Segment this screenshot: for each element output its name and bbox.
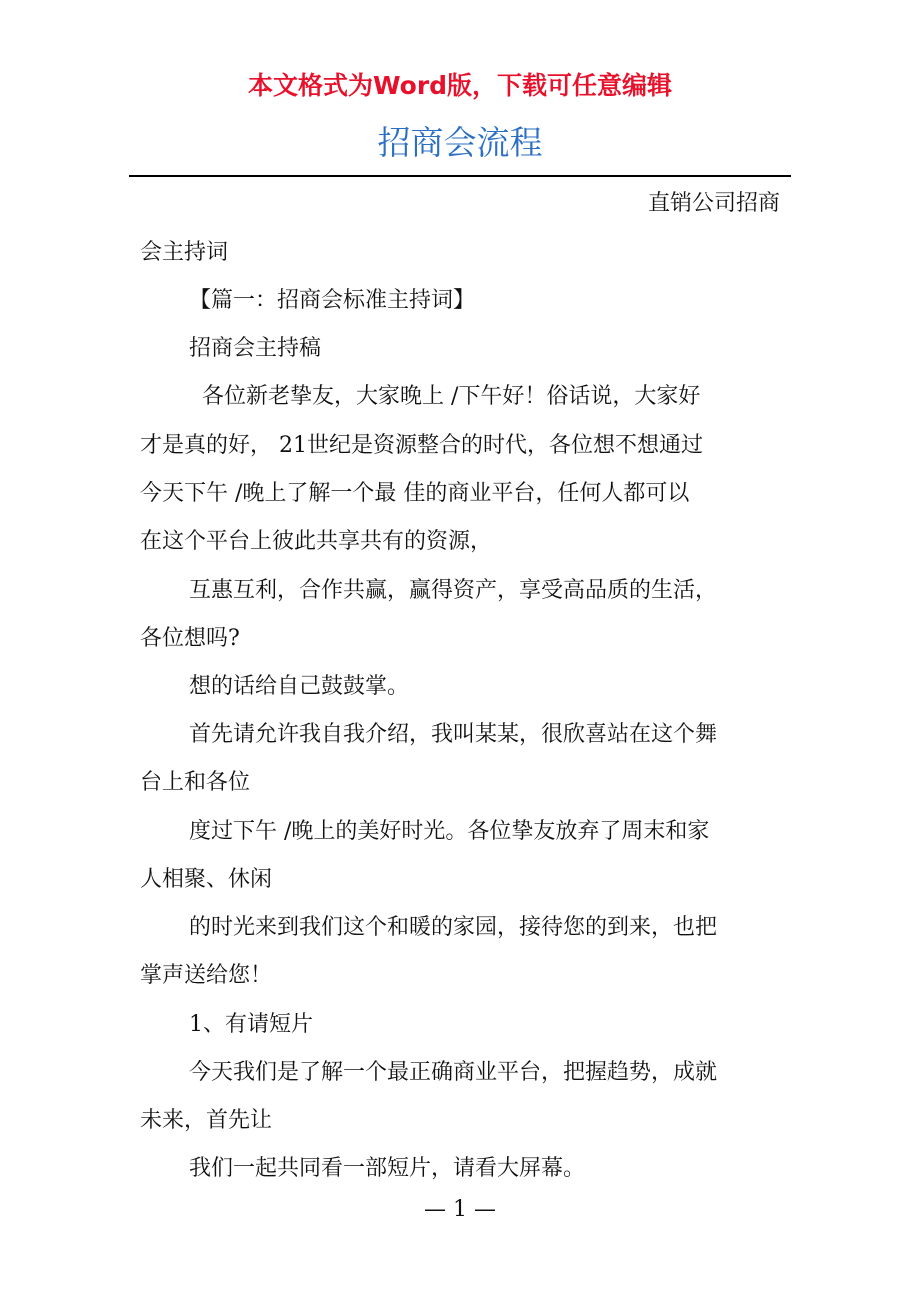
title-divider — [129, 175, 791, 177]
text-line: 才是真的好， 21世纪是资源整合的时代，各位想不想通过 — [140, 433, 703, 458]
text-line: 未来，首先让 — [140, 1108, 273, 1133]
format-notice: 本文格式为Word版，下载可任意编辑 — [247, 71, 673, 100]
text-line: 的时光来到我们这个和暖的家园，接待您的到来，也把 — [189, 915, 718, 940]
text-line: 人相聚、休闲 — [140, 867, 273, 892]
text-line: 我们一起共同看一部短片，请看大屏幕。 — [189, 1156, 586, 1181]
text-line: 招商会主持稿 — [189, 336, 322, 361]
text-line: 直销公司招商 — [647, 191, 780, 216]
section-heading: 【篇一：招商会标准主持词】 — [189, 288, 476, 313]
text-line: 掌声送给您！ — [140, 963, 273, 988]
text-line: 台上和各位 — [140, 770, 251, 795]
page-number: — 1 — — [424, 1197, 496, 1222]
text-line: 会主持词 — [140, 240, 229, 265]
text-line: 想的话给自己鼓鼓掌。 — [189, 674, 410, 699]
text-line: 今天我们是了解一个最正确商业平台，把握趋势，成就 — [189, 1060, 718, 1085]
text-line: 互惠互利，合作共赢，赢得资产，享受高品质的生活， — [189, 578, 718, 603]
text-line: 各位新老挚友，大家晚上 /下午好！俗话说，大家好 — [202, 384, 701, 409]
text-line: 度过下午 /晚上的美好时光。各位挚友放弃了周末和家 — [189, 819, 710, 844]
text-line: 各位想吗? — [140, 626, 240, 651]
list-item: 1、有请短片 — [189, 1012, 313, 1037]
text-line: 在这个平台上彼此共享共有的资源， — [140, 529, 493, 554]
text-line: 首先请允许我自我介绍，我叫某某，很欣喜站在这个舞 — [189, 722, 718, 747]
document-title: 招商会流程 — [377, 123, 543, 162]
text-line: 今天下午 /晚上了解一个最 佳的商业平台，任何人都可以 — [140, 481, 690, 506]
